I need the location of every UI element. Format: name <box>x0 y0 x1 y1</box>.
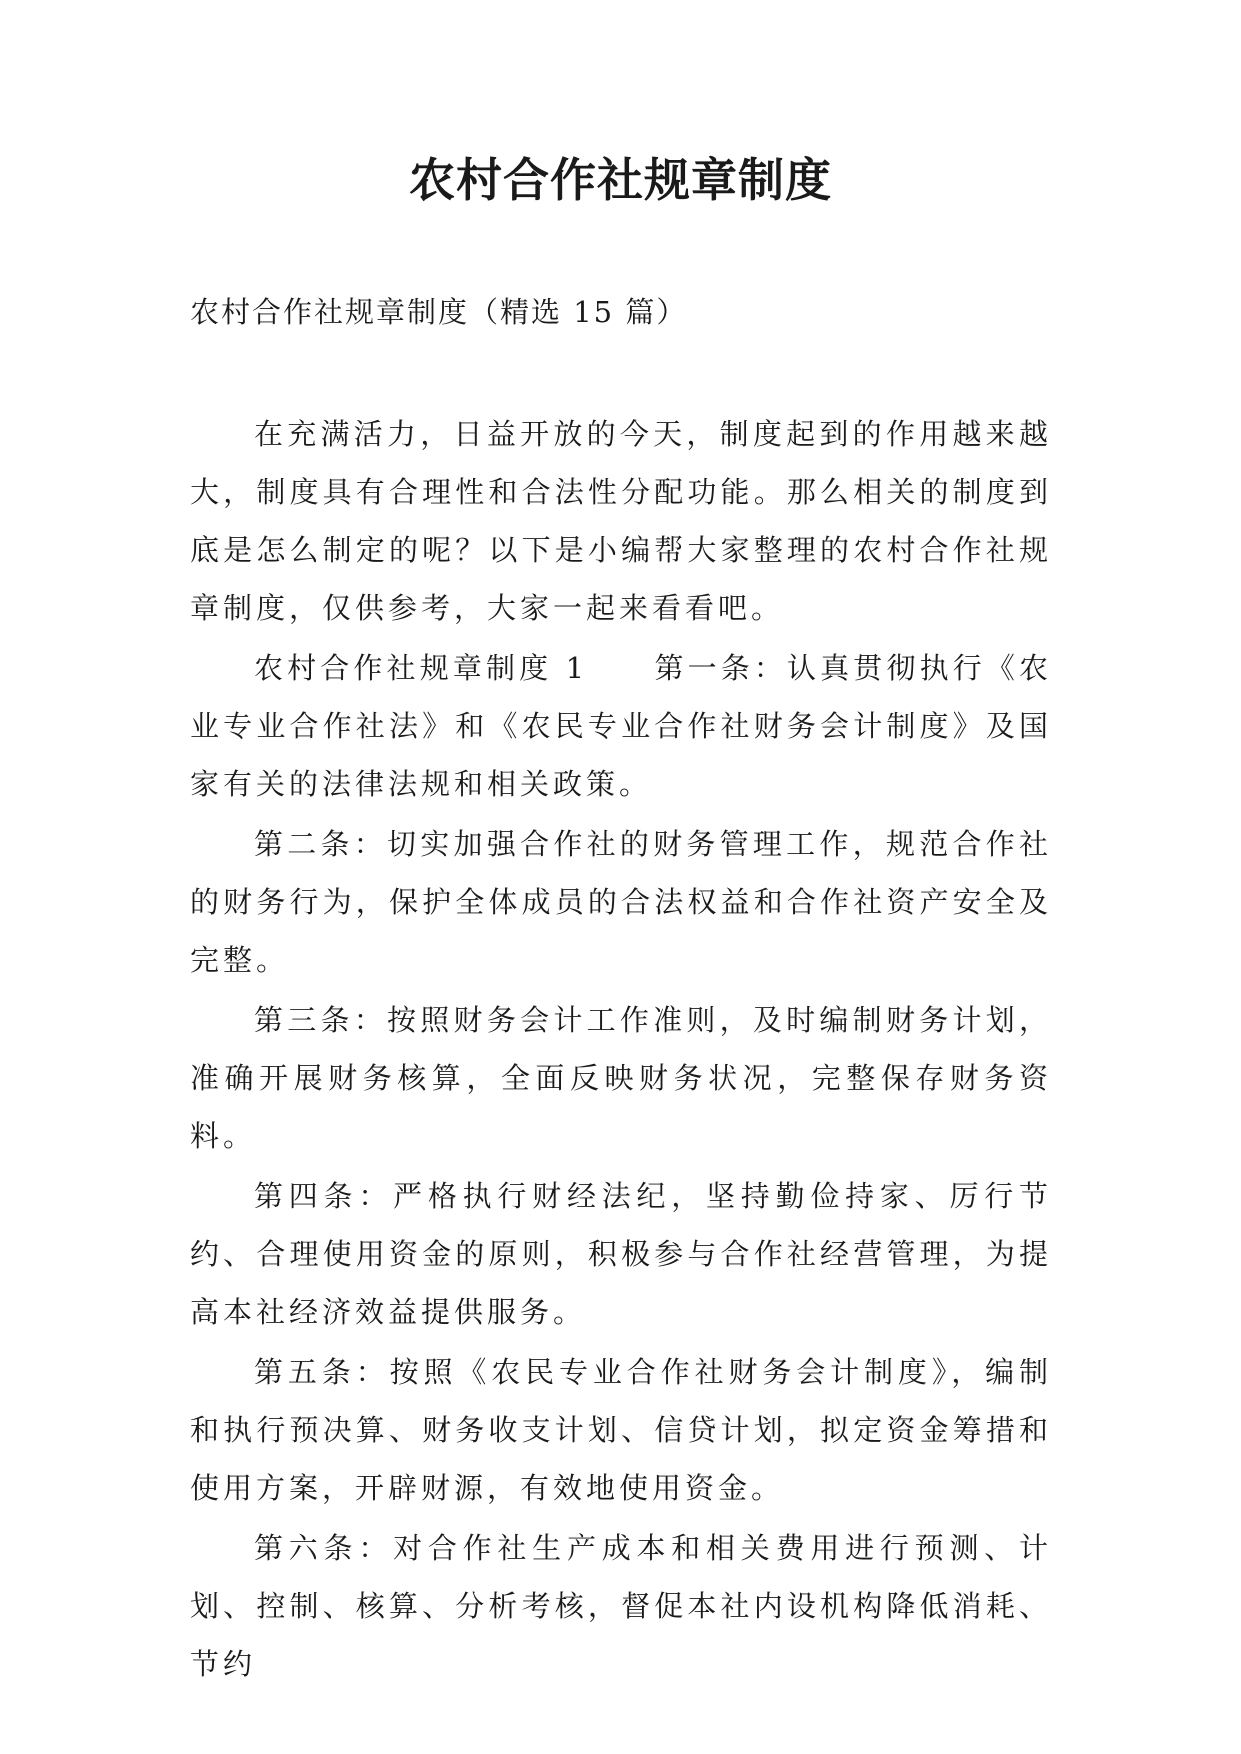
paragraph-article-6: 第六条：对合作社生产成本和相关费用进行预测、计划、控制、核算、分析考核，督促本社内设机构降低消耗、节约 <box>190 1531 1052 1681</box>
paragraph-article-3: 第三条：按照财务会计工作准则，及时编制财务计划，准确开展财务核算，全面反映财务状况，完整保存财务资料。 <box>190 1003 1052 1153</box>
document-body <box>190 405 1052 1693</box>
paragraph-article-5: 第五条：按照《农民专业合作社财务会计制度》，编制和执行预决算、财务收支计划、信贷计划，拟定资金筹措和使用方案，开辟财源，有效地使用资金。 <box>190 1355 1052 1505</box>
paragraph-article-2: 第二条：切实加强合作社的财务管理工作，规范合作社的财务行为，保护全体成员的合法权益和合作社资产安全及完整。 <box>190 827 1052 977</box>
paragraph-intro: 在充满活力，日益开放的今天，制度起到的作用越来越大，制度具有合理性和合法性分配功能。那么相关的制度到底是怎么制定的呢？以下是小编帮大家整理的农村合作社规章制度，仅供参考，大家一起来看看吧。 <box>190 417 1052 625</box>
paragraph-article-1: 农村合作社规章制度 1 第一条：认真贯彻执行《农业专业合作社法》和《农民专业合作社财务会计制度》及国家有关的法律法规和相关政策。 <box>190 651 1052 801</box>
document-subtitle: 农村合作社规章制度（精选 15 篇） <box>190 295 688 329</box>
paragraph-article-4: 第四条：严格执行财经法纪，坚持勤俭持家、厉行节约、合理使用资金的原则，积极参与合作社经营管理，为提高本社经济效益提供服务。 <box>190 1179 1052 1329</box>
document-title: 农村合作社规章制度 <box>409 153 832 207</box>
